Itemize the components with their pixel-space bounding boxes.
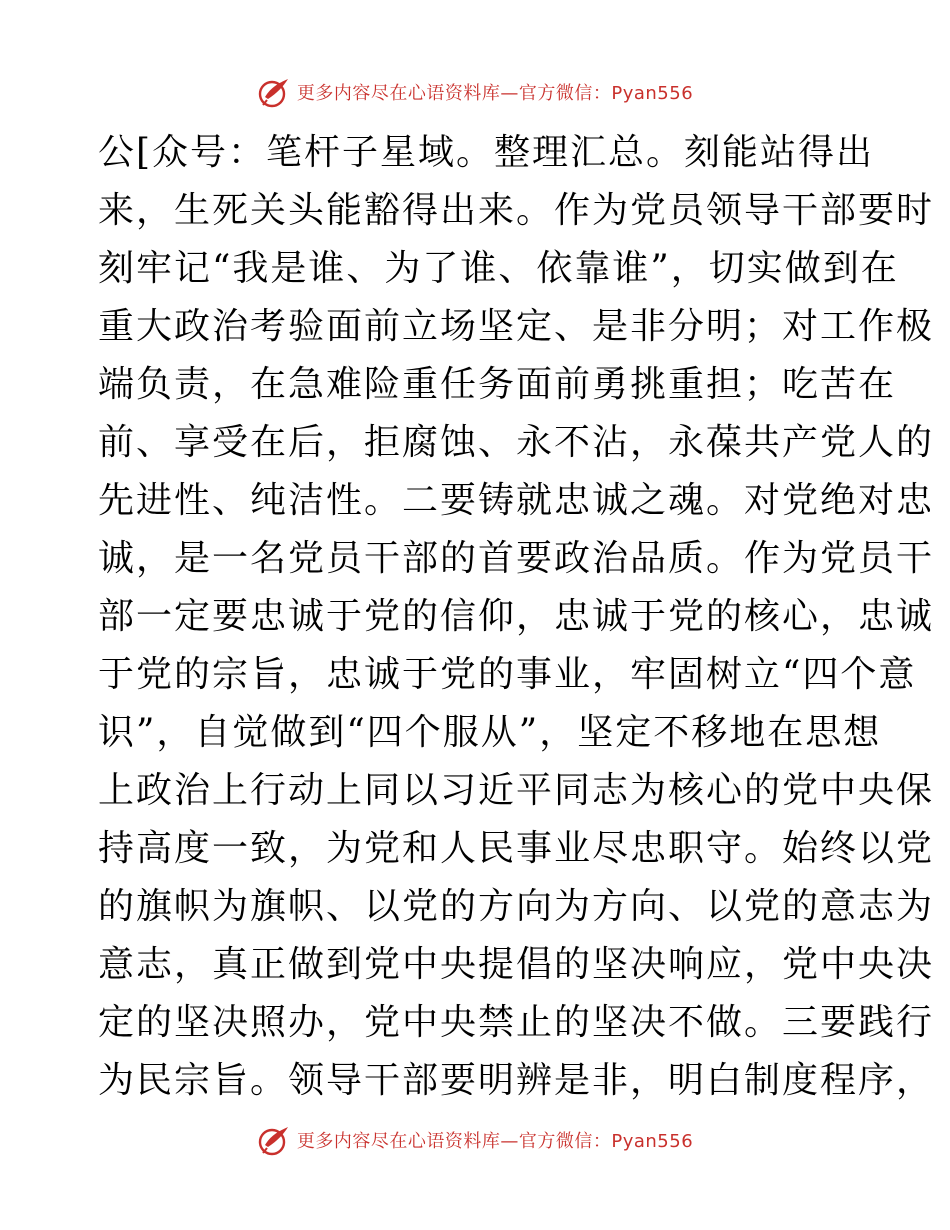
text-line: 持高度一致，为党和人民事业尽忠职守。始终以党: [98, 828, 935, 869]
footer-watermark-text: 更多内容尽在心语资料库—官方微信：Pyan556: [296, 1131, 694, 1152]
text-line: 重大政治考验面前立场坚定、是非分明；对工作极: [98, 306, 935, 347]
text-line: 识”，自觉做到“四个服从”，坚定不移地在思想: [98, 712, 882, 753]
text-line: 于党的宗旨，忠诚于党的事业，牢固树立“四个意: [98, 654, 917, 695]
document-body: [98, 124, 935, 1110]
text-line: 端负责，在急难险重任务面前勇挑重担；吃苦在: [98, 364, 897, 405]
text-line: 来，生死关头能豁得出来。作为党员领导干部要时: [98, 190, 935, 231]
text-line: 意志，真正做到党中央提倡的坚决响应，党中央决: [98, 944, 935, 985]
text-line: 刻牢记“我是谁、为了谁、依靠谁”，切实做到在: [98, 248, 899, 289]
text-line: 定的坚决照办，党中央禁止的坚决不做。三要践行: [98, 1002, 935, 1043]
feather-pen-logo-icon: [257, 75, 291, 109]
text-line: 部一定要忠诚于党的信仰，忠诚于党的核心，忠诚: [98, 596, 935, 637]
text-line: 的旗帜为旗帜、以党的方向为方向、以党的意志为: [98, 886, 935, 927]
header-watermark-text: 更多内容尽在心语资料库—官方微信：Pyan556: [296, 83, 694, 104]
text-line: 诚，是一名党员干部的首要政治品质。作为党员干: [98, 538, 935, 579]
feather-pen-logo-icon: [257, 1123, 291, 1157]
text-line: 前、享受在后，拒腐蚀、永不沾，永葆共产党人的: [98, 422, 935, 463]
footer-watermark-banner: [0, 1120, 950, 1160]
header-watermark-banner: [0, 72, 950, 112]
text-line: 上政治上行动上同以习近平同志为核心的党中央保: [98, 770, 935, 811]
text-line: 先进性、纯洁性。二要铸就忠诚之魂。对党绝对忠: [98, 480, 935, 521]
text-line: 为民宗旨。领导干部要明辨是非，明白制度程序，: [98, 1060, 935, 1101]
text-line: 公[众号：笔杆子星域。整理汇总。刻能站得出: [98, 132, 875, 173]
